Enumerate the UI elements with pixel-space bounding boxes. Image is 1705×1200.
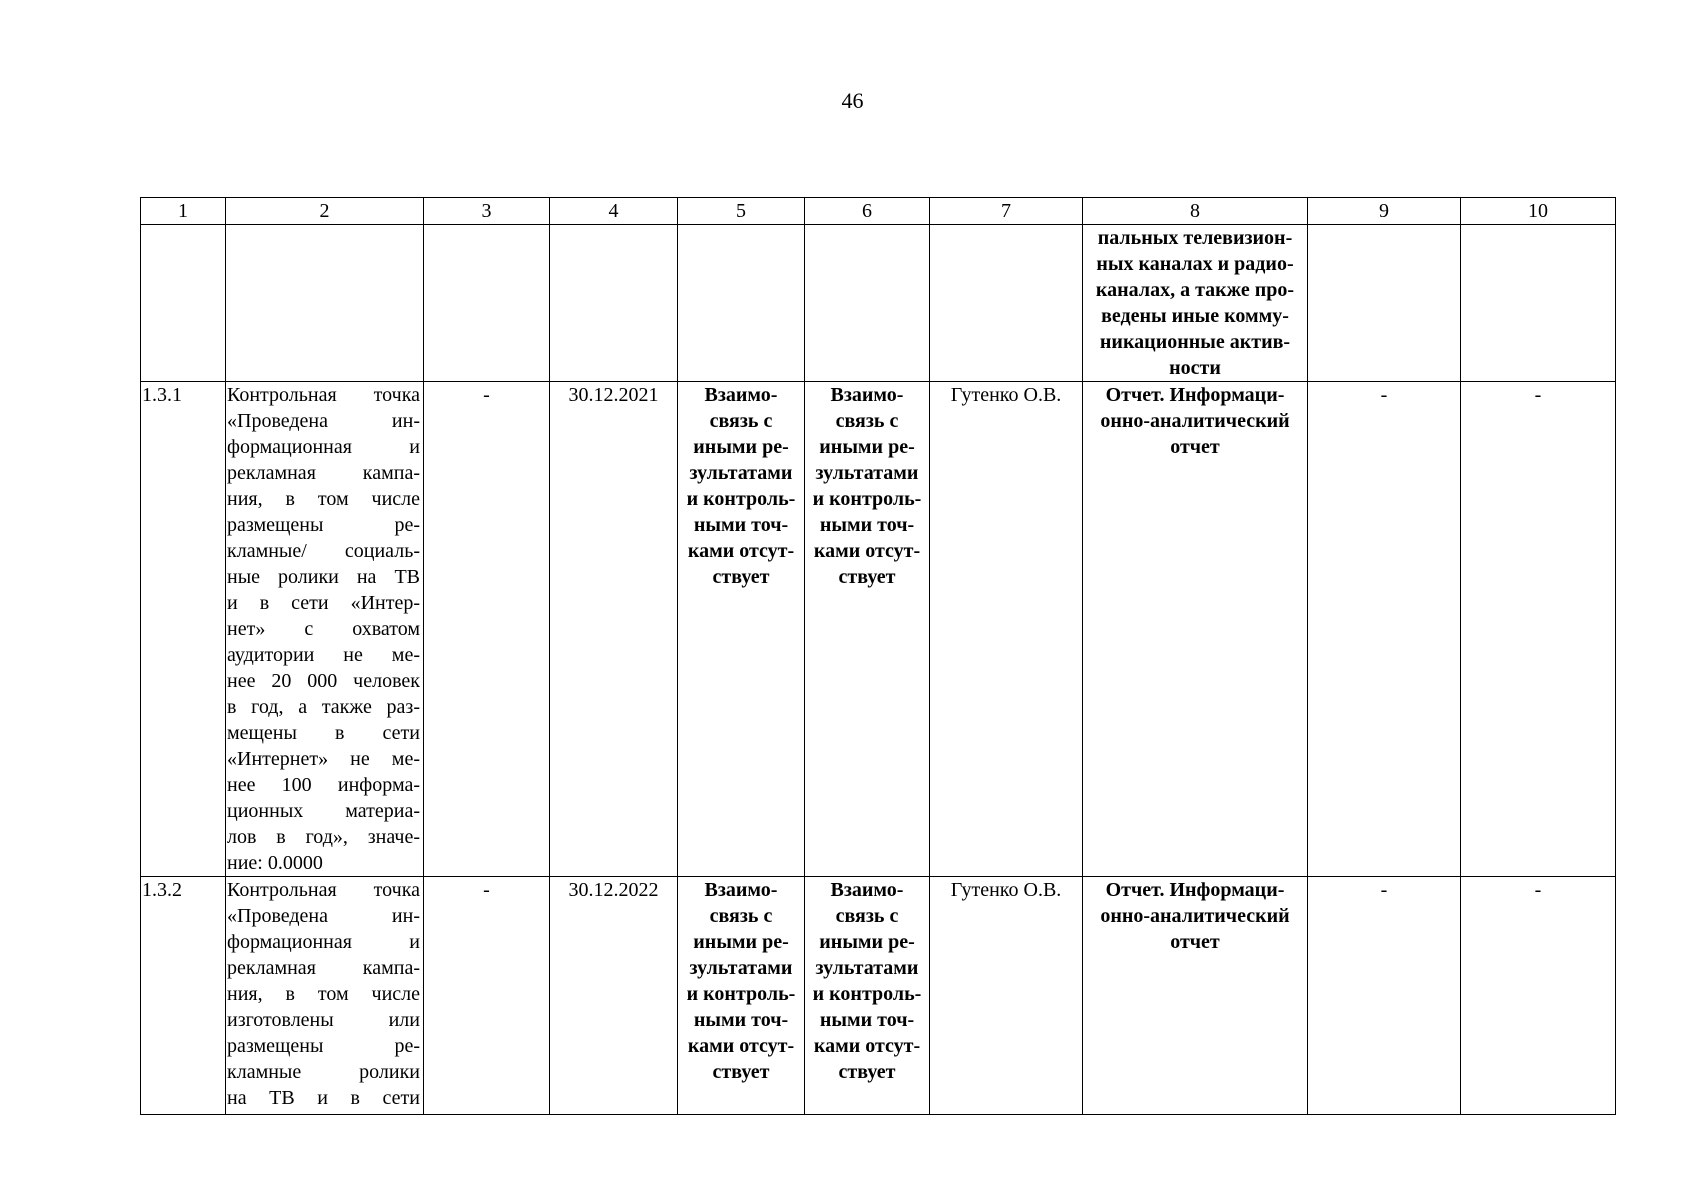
text-line: рекламная кампа-	[227, 462, 420, 484]
header-cell: 8	[1083, 198, 1308, 225]
text-line: ствует	[838, 1061, 896, 1083]
control-point-description	[226, 877, 424, 1115]
predecessor-cell: -	[424, 877, 550, 1115]
text-line: зультатами	[815, 957, 919, 979]
text-line: ствует	[712, 566, 770, 588]
row-number: 1.3.2	[141, 877, 226, 1115]
text-line: зультатами	[689, 957, 793, 979]
text-line: связь с	[709, 905, 773, 927]
text-line: на ТВ и в сети	[227, 1087, 420, 1109]
text-line: «Интернет» не ме-	[227, 748, 420, 770]
text-line: лов в год», значе-	[227, 826, 420, 848]
responsible-person: Гутенко О.В.	[930, 382, 1083, 877]
text-line: иными ре-	[819, 436, 915, 458]
relation-text	[805, 382, 930, 877]
text-line: ние: 0.0000	[227, 852, 323, 874]
text-line: в год, а также раз-	[227, 696, 420, 718]
text-line: аудитории не ме-	[227, 644, 420, 666]
text-line: ствует	[712, 1061, 770, 1083]
plan-table	[140, 197, 1616, 1115]
text-line: и контроль-	[686, 983, 796, 1005]
text-line: Контрольная точка	[227, 879, 420, 901]
report-type	[1083, 382, 1308, 877]
table-row	[141, 382, 1616, 877]
text-line: нее 100 информа-	[227, 774, 420, 796]
text-line: размещены ре-	[227, 514, 420, 536]
text-line: ками отсут-	[813, 1035, 921, 1057]
relation-text	[805, 877, 930, 1115]
text-line: иными ре-	[819, 931, 915, 953]
relation-text	[678, 877, 805, 1115]
text-line: и контроль-	[686, 488, 796, 510]
text-line: Контрольная точка	[227, 384, 420, 406]
col9-cell: -	[1308, 382, 1461, 877]
header-cell: 1	[141, 198, 226, 225]
text-line: Отчет. Информаци-	[1105, 384, 1285, 406]
text-line: ными точ-	[693, 514, 789, 536]
empty-cell	[1308, 225, 1461, 382]
control-point-description	[226, 382, 424, 877]
empty-cell	[550, 225, 678, 382]
text-line: иными ре-	[693, 931, 789, 953]
col9-cell: -	[1308, 877, 1461, 1115]
due-date: 30.12.2022	[550, 877, 678, 1115]
header-cell: 7	[930, 198, 1083, 225]
text-line: отчет	[1170, 436, 1220, 458]
header-cell: 2	[226, 198, 424, 225]
header-cell: 5	[678, 198, 805, 225]
text-line: и контроль-	[812, 983, 922, 1005]
text-line: размещены ре-	[227, 1035, 420, 1057]
text-line: изготовлены или	[227, 1009, 420, 1031]
text-line: иными ре-	[693, 436, 789, 458]
due-date: 30.12.2021	[550, 382, 678, 877]
text-line: никационные актив-	[1099, 331, 1291, 353]
text-line: кламные ролики	[227, 1061, 420, 1083]
empty-cell	[678, 225, 805, 382]
table-row	[141, 877, 1616, 1115]
text-line: ками отсут-	[813, 540, 921, 562]
text-line: ными точ-	[693, 1009, 789, 1031]
text-line: ными точ-	[819, 1009, 915, 1031]
empty-cell	[805, 225, 930, 382]
text-line: Взаимо-	[704, 879, 778, 901]
empty-cell	[930, 225, 1083, 382]
text-line: зультатами	[689, 462, 793, 484]
text-line: и в сети «Интер-	[227, 592, 420, 614]
empty-cell	[1461, 225, 1616, 382]
continuation-row	[141, 225, 1616, 382]
continuation-result-text	[1083, 225, 1308, 382]
header-cell: 10	[1461, 198, 1616, 225]
text-line: онно-аналитический	[1100, 905, 1290, 927]
text-line: связь с	[835, 905, 899, 927]
text-line: каналах, а также про-	[1095, 279, 1295, 301]
header-cell: 3	[424, 198, 550, 225]
text-line: ведены иные комму-	[1101, 305, 1289, 327]
header-cell: 4	[550, 198, 678, 225]
row-number: 1.3.1	[141, 382, 226, 877]
report-type	[1083, 877, 1308, 1115]
text-line: Отчет. Информаци-	[1105, 879, 1285, 901]
text-line: ками отсут-	[687, 540, 795, 562]
header-row	[141, 198, 1616, 225]
relation-text	[678, 382, 805, 877]
responsible-person: Гутенко О.В.	[930, 877, 1083, 1115]
col10-cell: -	[1461, 382, 1616, 877]
predecessor-cell: -	[424, 382, 550, 877]
text-line: зультатами	[815, 462, 919, 484]
text-line: отчет	[1170, 931, 1220, 953]
header-cell: 9	[1308, 198, 1461, 225]
text-line: ционных материа-	[227, 800, 420, 822]
text-line: ные ролики на ТВ	[227, 566, 420, 588]
text-line: ных каналах и радио-	[1096, 253, 1294, 275]
text-line: ности	[1169, 357, 1221, 379]
text-line: кламные/ социаль-	[227, 540, 420, 562]
page-number: 46	[841, 88, 864, 113]
text-line: ния, в том числе	[227, 488, 420, 510]
text-line: Взаимо-	[704, 384, 778, 406]
header-cell: 6	[805, 198, 930, 225]
empty-cell	[424, 225, 550, 382]
text-line: онно-аналитический	[1100, 410, 1290, 432]
text-line: формационная и	[227, 436, 420, 458]
empty-cell	[226, 225, 424, 382]
empty-cell	[141, 225, 226, 382]
text-line: ными точ-	[819, 514, 915, 536]
text-line: формационная и	[227, 931, 420, 953]
text-line: ствует	[838, 566, 896, 588]
text-line: рекламная кампа-	[227, 957, 420, 979]
text-line: пальных телевизион-	[1097, 227, 1293, 249]
text-line: нет» с охватом	[227, 618, 420, 640]
text-line: и контроль-	[812, 488, 922, 510]
text-line: Взаимо-	[830, 879, 904, 901]
col10-cell: -	[1461, 877, 1616, 1115]
text-line: ния, в том числе	[227, 983, 420, 1005]
text-line: Взаимо-	[830, 384, 904, 406]
text-line: нее 20 000 человек	[227, 670, 420, 692]
text-line: связь с	[709, 410, 773, 432]
text-line: «Проведена ин-	[227, 905, 420, 927]
text-line: связь с	[835, 410, 899, 432]
text-line: «Проведена ин-	[227, 410, 420, 432]
text-line: ками отсут-	[687, 1035, 795, 1057]
text-line: мещены в сети	[227, 722, 420, 744]
